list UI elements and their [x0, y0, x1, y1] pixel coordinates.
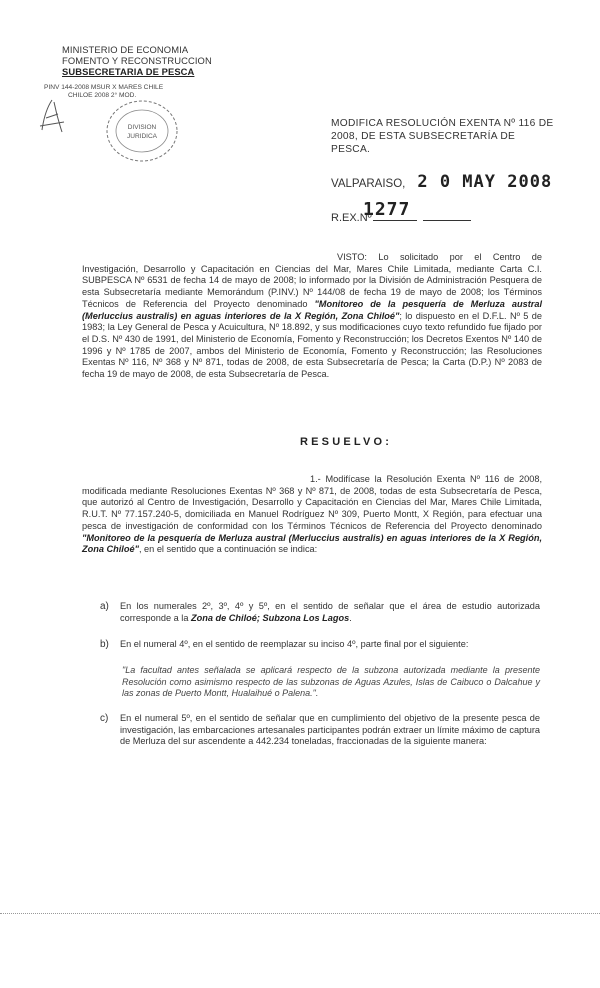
date-stamp: 2 0 MAY 2008	[417, 172, 553, 192]
item-a-paragraph	[120, 601, 540, 624]
item-b-quote: "La facultad antes señalada se aplicará respecto de la subzona autorizada mediante la presente Resolución como asimismo respecto de las subzonas de Aguas Azules, Islas de Caibuco o Dalcahue y las zonas de Puerto Montt, Hualaihué o Palena.".	[122, 665, 540, 699]
resolution-number: 1277	[363, 199, 411, 220]
place-date	[331, 172, 552, 192]
item-b-paragraph: En el numeral 4º, en el sentido de reemplazar su inciso 4º, parte final por el siguiente:	[120, 639, 469, 649]
resuelvo-heading: RESUELVO:	[300, 436, 393, 448]
scan-edge-line	[0, 913, 600, 915]
visto-text-1: Lo solicitado por el Centro de Investigación, Desarrollo y Capacitación en Ciencias del Mar, Mares Chile Limitada, mediante Carta C.I. SUBPESCA Nº 6531 de fecha 14 de mayo de 2008; lo informado por la División de Administración Pesquera de esta Subsecretaría mediante Memorándum (P.INV.) Nº 144/08 de fecha 19 de mayo de 2008; los Términos Técnicos de Referencia del Proyecto denominado	[82, 252, 542, 309]
file-reference-line2: CHILOE 2008 2° MOD.	[68, 92, 137, 99]
visto-text-2: ; lo dispuesto en el D.F.L. Nº 5 de 1983; la Ley General de Pesca y Acuicultura, Nº 18.892, y sus modificaciones cuyo texto refundido fue fijado por el D.S. Nº 430 de 1991, del Ministerio de Economía, Fomento y Reconstrucción; los Decretos Exentos Nº 140 de 1996 y Nº 1785 de 2007, ambos del Ministerio de Economía, Fomento y Reconstrucción; las Resoluciones Exentas Nº 116, Nº 368 y Nº 871, todas de 2008, de esta Subsecretaría de Pesca; la Carta (D.P.) Nº 2083 de fecha 19 de mayo de 2008, de esta Subsecretaría de Pesca.	[82, 310, 543, 380]
resolution-number-label: R.EX.Nº	[331, 212, 372, 224]
article-1-text-1: 1.- Modifícase la Resolución Exenta Nº 116 de 2008, modificada mediante Resoluciones Exentas Nº 368 y Nº 871, de 2008, todas de esta Subsecretaría de Pesca, que autorizó al Centro de Investigación, Desarrollo y Capacitación en Ciencias del Mar, Mares Chile Limitada, R.U.T. Nº 77.157.240-5, domiciliada en Manuel Rodríguez Nº 309, Puerto Montt, X Región, para efectuar una pesca de investigación de conformidad con los Términos Técnicos de Referencia del Proyecto denominado	[82, 474, 542, 531]
stamp-text-1: DIVISION	[127, 124, 157, 131]
item-b-letter: b)	[100, 639, 109, 650]
resolution-number-block	[331, 199, 411, 226]
division-stamp	[104, 98, 180, 164]
file-reference-line1: PINV 144-2008 MSUR X MARES CHILE	[44, 84, 164, 91]
undersecretariat-name: SUBSECRETARIA DE PESCA	[62, 66, 195, 77]
visto-paragraph	[82, 252, 542, 381]
number-underline	[373, 220, 417, 221]
ministry-name: MINISTERIO DE ECONOMIA	[62, 44, 189, 55]
number-underline-2	[423, 220, 471, 221]
article-1-text-2: , en el sentido que a continuación se indica:	[138, 544, 318, 555]
visto-lead: VISTO:	[337, 252, 367, 262]
article-1-project-title: "Monitoreo de la pesquería de Merluza austral (Merluccius australis) en aguas interiores de la X Región, Zona Chiloé"	[82, 532, 542, 555]
item-a-end: .	[349, 612, 352, 623]
item-c-letter: c)	[100, 713, 109, 724]
ministry-subtitle: FOMENTO Y RECONSTRUCCION	[62, 55, 212, 66]
item-a-letter: a)	[100, 601, 109, 612]
item-c-paragraph: En el numeral 5º, en el sentido de señalar que en cumplimiento del objetivo de la presente pesca de investigación, las embarcaciones artesanales participantes podrán extraer un límite máximo de captura de Merluza del sur ascendente a 442.234 toneladas, fraccionadas de la siguiente manera:	[120, 713, 540, 747]
resolution-subject: MODIFICA RESOLUCIÓN EXENTA Nº 116 DE 2008, DE ESTA SUBSECRETARÍA DE PESCA.	[331, 118, 554, 155]
place-label: VALPARAISO,	[331, 178, 406, 190]
handwritten-initials	[36, 96, 70, 138]
item-a-zone: Zona de Chiloé; Subzona Los Lagos	[191, 612, 350, 623]
stamp-text-2: JURIDICA	[127, 133, 157, 140]
item-a-text: En los numerales 2º, 3º, 4º y 5º, en el sentido de señalar que el área de estudio autorizada corresponde a la	[120, 601, 540, 623]
letterhead	[62, 44, 212, 77]
visto-project-title: "Monitoreo de la pesquería de Merluza austral (Merluccius australis) en aguas interiores de la X Región, Zona Chiloé"	[82, 298, 542, 321]
article-1-paragraph	[82, 474, 542, 556]
